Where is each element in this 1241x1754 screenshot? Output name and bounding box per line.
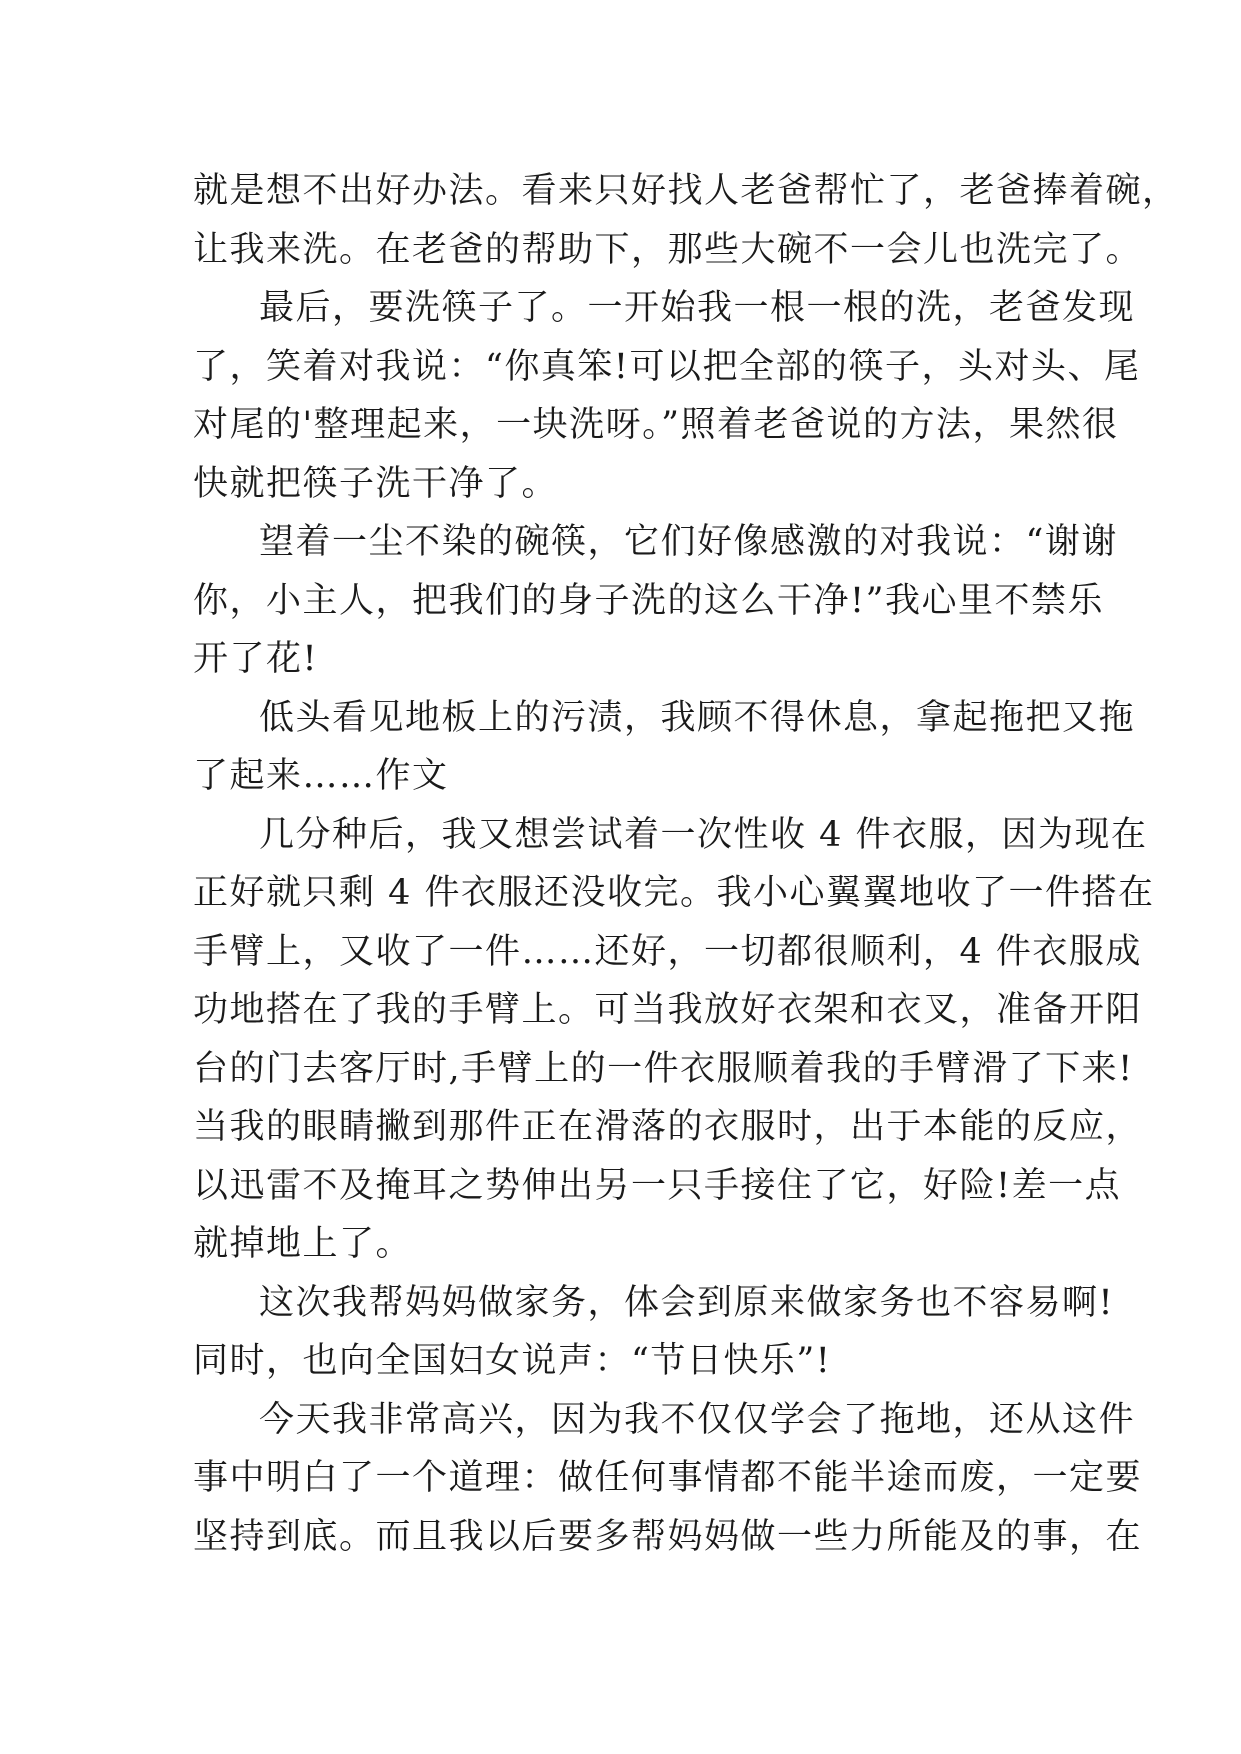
text-line: 功地搭在了我的手臂上。可当我放好衣架和衣叉，准备开阳 (193, 990, 1143, 1030)
text-line: 几分种后，我又想尝试着一次性收 4 件衣服，因为现在 (259, 814, 1148, 855)
text-line: 低头看见地板上的污渍，我顾不得休息，拿起拖把又拖 (259, 697, 1136, 738)
paragraph-3 (193, 513, 1118, 689)
text-line: 了，笑着对我说：“你真笨!可以把全部的筷子，头对头、尾 (193, 346, 1141, 387)
text-line: 望着一尘不染的碗筷，它们好像感激的对我说：“谢谢 (259, 522, 1118, 562)
text-line: 快就把筷子洗干净了。 (193, 463, 559, 504)
text-line: 最后，要洗筷子了。一开始我一根一根的洗，老爸发现 (259, 288, 1136, 328)
paragraph-1 (193, 162, 1179, 279)
paragraph-7 (193, 1391, 1143, 1567)
text-line: 以迅雷不及掩耳之势伸出另一只手接住了它，好险!差一点 (193, 1165, 1122, 1206)
text-line: 开了花! (193, 639, 319, 679)
paragraph-2 (193, 279, 1141, 513)
text-line: 正好就只剩 4 件衣服还没收完。我小心翼翼地收了一件搭在 (193, 873, 1155, 913)
text-line: 当我的眼睛撇到那件正在滑落的衣服时，出于本能的反应， (193, 1107, 1143, 1147)
text-line: 同时，也向全国妇女说声：“节日快乐”! (193, 1341, 832, 1381)
paragraph-4 (193, 689, 1136, 806)
text-line: 坚持到底。而且我以后要多帮妈妈做一些力所能及的事，在 (193, 1516, 1143, 1557)
text-line: 今天我非常高兴，因为我不仅仅学会了拖地，还从这件 (259, 1399, 1136, 1440)
text-line: 对尾的'整理起来，一块洗呀。”照着老爸说的方法，果然很 (193, 405, 1119, 445)
text-line: 你，小主人，把我们的身子洗的这么干净!”我心里不禁乐 (193, 580, 1104, 621)
text-line: 台的门去客厅时,手臂上的一件衣服顺着我的手臂滑了下来! (193, 1048, 1134, 1089)
document-body (193, 162, 1179, 1566)
text-line: 让我来洗。在老爸的帮助下，那些大碗不一会儿也洗完了。 (193, 229, 1143, 270)
text-line: 就是想不出好办法。看来只好找人老爸帮忙了，老爸捧着碗， (193, 171, 1179, 211)
text-line: 事中明白了一个道理：做任何事情都不能半途而废，一定要 (193, 1458, 1143, 1498)
text-line: 这次我帮妈妈做家务，体会到原来做家务也不容易啊! (259, 1282, 1115, 1323)
text-line: 就掉地上了。 (193, 1224, 413, 1264)
text-line: 了起来……作文 (193, 756, 449, 796)
text-line: 手臂上，又收了一件……还好，一切都很顺利，4 件衣服成 (193, 931, 1142, 972)
paragraph-5 (193, 806, 1155, 1274)
paragraph-6 (193, 1274, 1115, 1391)
